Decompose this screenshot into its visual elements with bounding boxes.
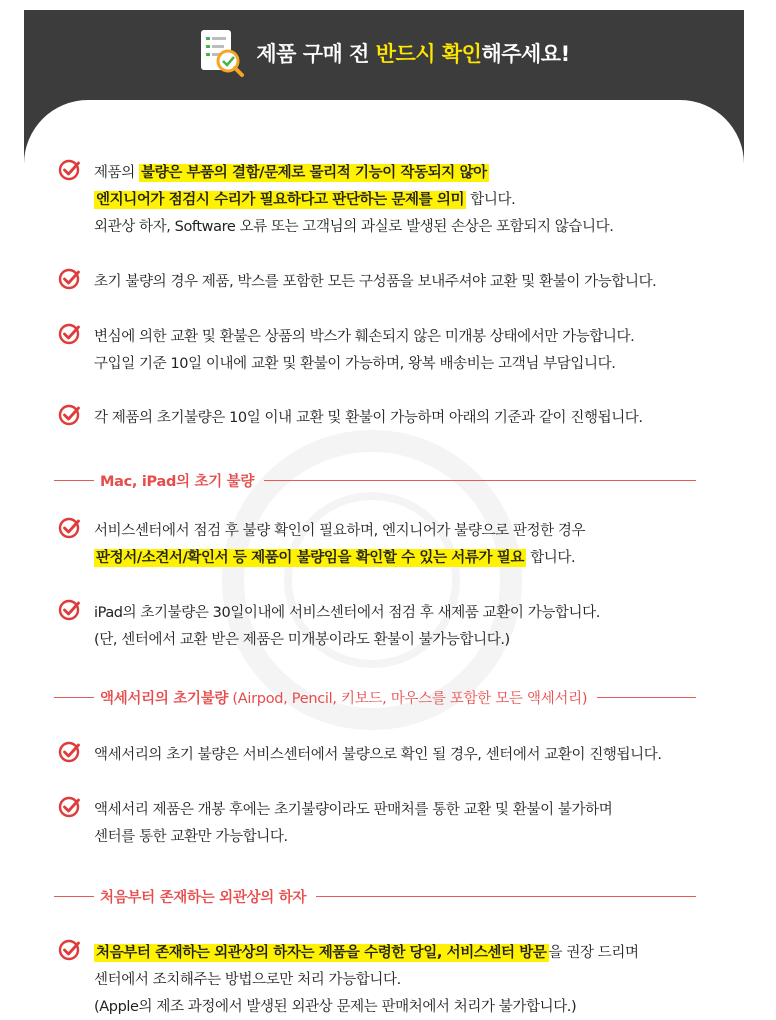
section-rule xyxy=(316,896,696,897)
check-icon xyxy=(58,516,82,540)
page-title: 제품 구매 전 반드시 확인해주세요! xyxy=(256,42,570,66)
item-line: 액세서리 제품은 개봉 후에는 초기불량이라도 판매처를 통한 교환 및 환불이 불가하며 xyxy=(94,802,613,818)
item-line: (Apple의 제조 과정에서 발생된 외관상 문제는 판매처에서 처리가 불가합니다.) xyxy=(94,999,577,1015)
section-heading xyxy=(54,686,696,708)
item-line: 판정서/소견서/확인서 등 제품이 불량임을 확인할 수 있는 서류가 필요 합니다. xyxy=(96,550,576,566)
list-item xyxy=(58,940,728,1020)
item-line: 초기 불량의 경우 제품, 박스를 포함한 모든 구성품을 보내주셔야 교환 및 환불이 가능합니다. xyxy=(94,274,657,290)
item-line: 외관상 하자, Software 오류 또는 고객님의 과실로 발생된 손상은 포함되지 않습니다. xyxy=(94,219,614,235)
list-item xyxy=(58,797,728,851)
document-check-icon xyxy=(198,28,244,78)
list-item xyxy=(58,269,728,296)
check-icon xyxy=(58,795,82,819)
section-label: 처음부터 존재하는 외관상의 하자 xyxy=(100,889,307,906)
section-rule xyxy=(54,480,94,481)
item-line: 센터를 통한 교환만 가능합니다. xyxy=(94,829,288,845)
section-label: Mac, iPad의 초기 불량 xyxy=(100,473,255,490)
item-line: 처음부터 존재하는 외관상의 하자는 제품을 수령한 당일, 서비스센터 방문 을 권장 드리며 xyxy=(96,945,639,961)
item-line: 구입일 기준 10일 이내에 교환 및 환불이 가능하며, 왕복 배송비는 고객님 부담입니다. xyxy=(94,356,616,372)
section-heading xyxy=(54,885,696,907)
check-icon xyxy=(58,740,82,764)
item-line: iPad의 초기불량은 30일이내에 서비스센터에서 점검 후 새제품 교환이 가능합니다. xyxy=(94,605,600,621)
item-line: 서비스센터에서 점검 후 불량 확인이 필요하며, 엔지니어가 불량으로 판정한 경우 xyxy=(94,523,586,539)
check-icon xyxy=(58,158,82,182)
item-line: (단, 센터에서 교환 받은 제품은 미개봉이라도 환불이 불가능합니다.) xyxy=(94,632,510,648)
check-icon xyxy=(58,938,82,962)
section-rule xyxy=(597,697,696,698)
item-line: 변심에 의한 교환 및 환불은 상품의 박스가 훼손되지 않은 미개봉 상태에서만 가능합니다. xyxy=(94,329,635,345)
item-line: 엔지니어가 점검시 수리가 필요하다고 판단하는 문제를 의미 합니다. xyxy=(96,192,516,208)
section-rule xyxy=(264,480,696,481)
list-item xyxy=(58,518,728,572)
list-item xyxy=(58,405,728,432)
list-item xyxy=(58,600,728,654)
section-rule xyxy=(54,896,94,897)
header-title-group xyxy=(198,28,569,78)
item-line: 액세서리의 초기 불량은 서비스센터에서 불량으로 확인 될 경우, 센터에서 교환이 진행됩니다. xyxy=(94,747,662,763)
section-heading xyxy=(54,469,696,491)
check-icon xyxy=(58,598,82,622)
item-line: 제품의 불량은 부품의 결함/문제로 물리적 기능이 작동되지 않아 xyxy=(94,165,487,181)
item-line: 각 제품의 초기불량은 10일 이내 교환 및 환불이 가능하며 아래의 기준과 같이 진행됩니다. xyxy=(94,410,643,426)
list-item xyxy=(58,742,728,769)
list-item xyxy=(58,160,728,241)
list-item xyxy=(58,324,728,378)
item-line: 센터에서 조치해주는 방법으로만 처리 가능합니다. xyxy=(94,972,401,988)
check-icon xyxy=(58,403,82,427)
section-label: 액세서리의 초기불량 (Airpod, Pencil, 키보드, 마우스를 포함한 모든 액세서리) xyxy=(100,690,588,707)
notice-card xyxy=(24,100,744,1020)
check-icon xyxy=(58,267,82,291)
notice-frame xyxy=(24,10,744,1015)
check-icon xyxy=(58,322,82,346)
section-rule xyxy=(54,697,94,698)
header xyxy=(24,10,744,110)
